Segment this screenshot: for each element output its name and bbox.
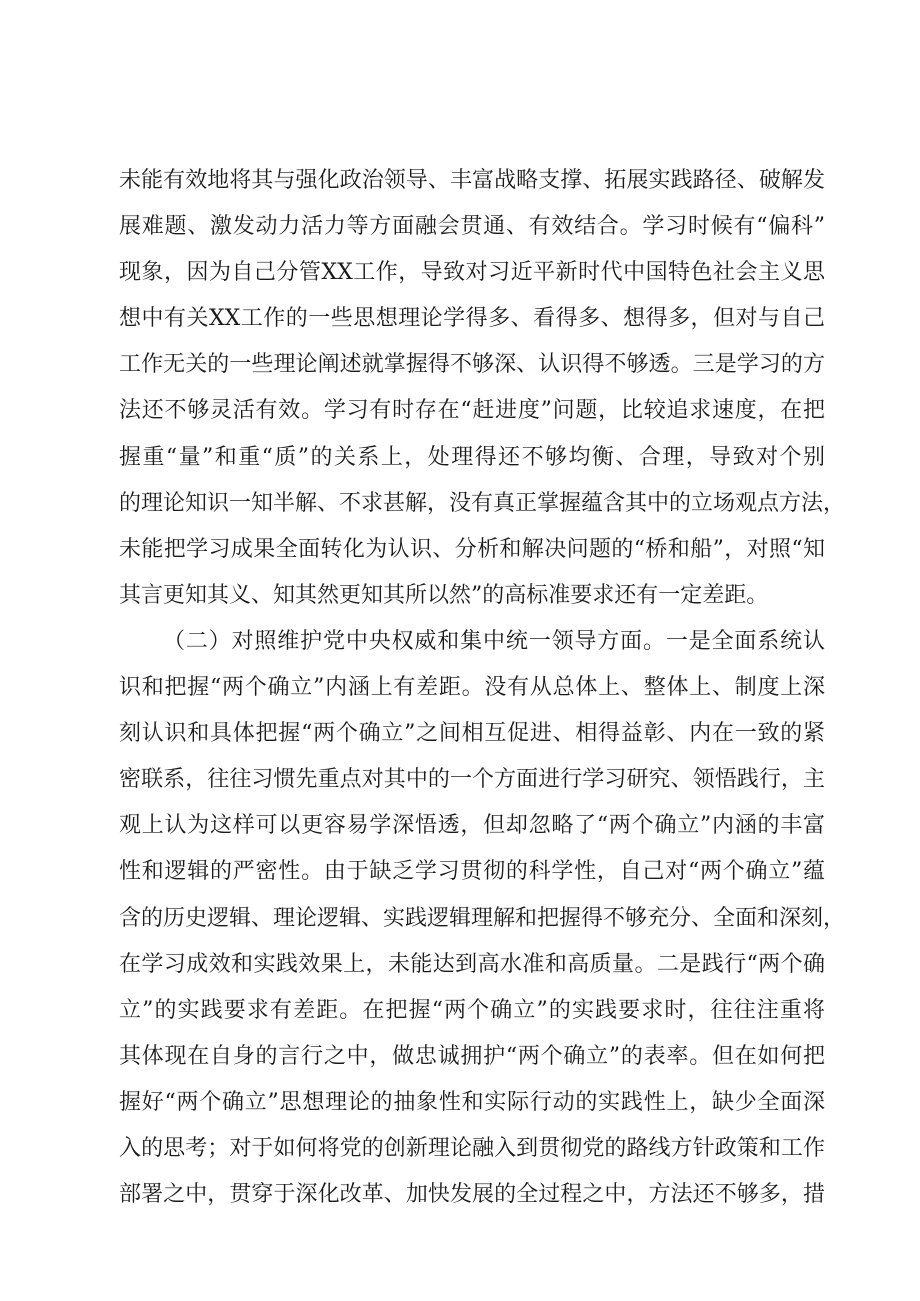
document-body — [119, 158, 846, 1218]
text-line: 部署之中，贯穿于深化改革、加快发展的全过程之中，方法还不够多，措 — [119, 1182, 825, 1208]
text-line: 握好“两个确立”思想理论的抽象性和实际行动的实践性上，缺少全面深 — [119, 1089, 825, 1115]
text-line: 在学习成效和实践效果上，未能达到高水准和高质量。二是践行“两个确 — [119, 951, 825, 977]
text-line: 现象，因为自己分管XX工作，导致对习近平新时代中国特色社会主义思 — [119, 260, 825, 286]
text-line: 观上认为这样可以更容易学深悟透，但却忽略了“两个确立”内涵的丰富 — [119, 813, 825, 839]
text-line: 握重“量”和重“质”的关系上，处理得还不够均衡、合理，导致对个别 — [119, 444, 825, 470]
text-line: 想中有关XX工作的一些思想理论学得多、看得多、想得多，但对与自己 — [119, 306, 825, 332]
text-line: 未能有效地将其与强化政治领导、丰富战略支撑、拓展实践路径、破解发 — [119, 168, 825, 193]
text-line: 其体现在自身的言行之中，做忠诚拥护“两个确立”的表率。但在如何把 — [119, 1043, 825, 1069]
text-line: 刻认识和具体把握“两个确立”之间相互促进、相得益彰、内在一致的紧 — [119, 721, 825, 747]
text-line: 入的思考；对于如何将党的创新理论融入到贯彻党的路线方针政策和工作 — [119, 1135, 825, 1161]
paragraph-end-line: 其言更知其义、知其然更知其所以然”的高标准要求还有一定差距。 — [119, 582, 769, 608]
text-line: 密联系，往往习惯先重点对其中的一个方面进行学习研究、领悟践行，主 — [119, 767, 825, 793]
text-line: 含的历史逻辑、理论逻辑、实践逻辑理解和把握得不够充分、全面和深刻， — [119, 905, 846, 931]
section-heading-line: （二）对照维护党中央权威和集中统一领导方面。一是全面系统认 — [163, 628, 825, 654]
text-line: 识和把握“两个确立”内涵上有差距。没有从总体上、整体上、制度上深 — [119, 675, 825, 701]
text-line: 展难题、激发动力活力等方面融会贯通、有效结合。学习时候有“偏科” — [119, 214, 825, 240]
text-line: 的理论知识一知半解、不求甚解，没有真正掌握蕴含其中的立场观点方法， — [119, 490, 846, 516]
text-line: 立”的实践要求有差距。在把握“两个确立”的实践要求时，往往注重将 — [119, 997, 825, 1023]
text-line: 工作无关的一些理论阐述就掌握得不够深、认识得不够透。三是学习的方 — [119, 352, 825, 378]
text-line: 法还不够灵活有效。学习有时存在“赶进度”问题，比较追求速度，在把 — [119, 398, 825, 424]
text-line: 未能把学习成果全面转化为认识、分析和解决问题的“桥和船”，对照“知 — [119, 536, 825, 562]
text-line: 性和逻辑的严密性。由于缺乏学习贯彻的科学性，自己对“两个确立”蕴 — [119, 859, 825, 885]
